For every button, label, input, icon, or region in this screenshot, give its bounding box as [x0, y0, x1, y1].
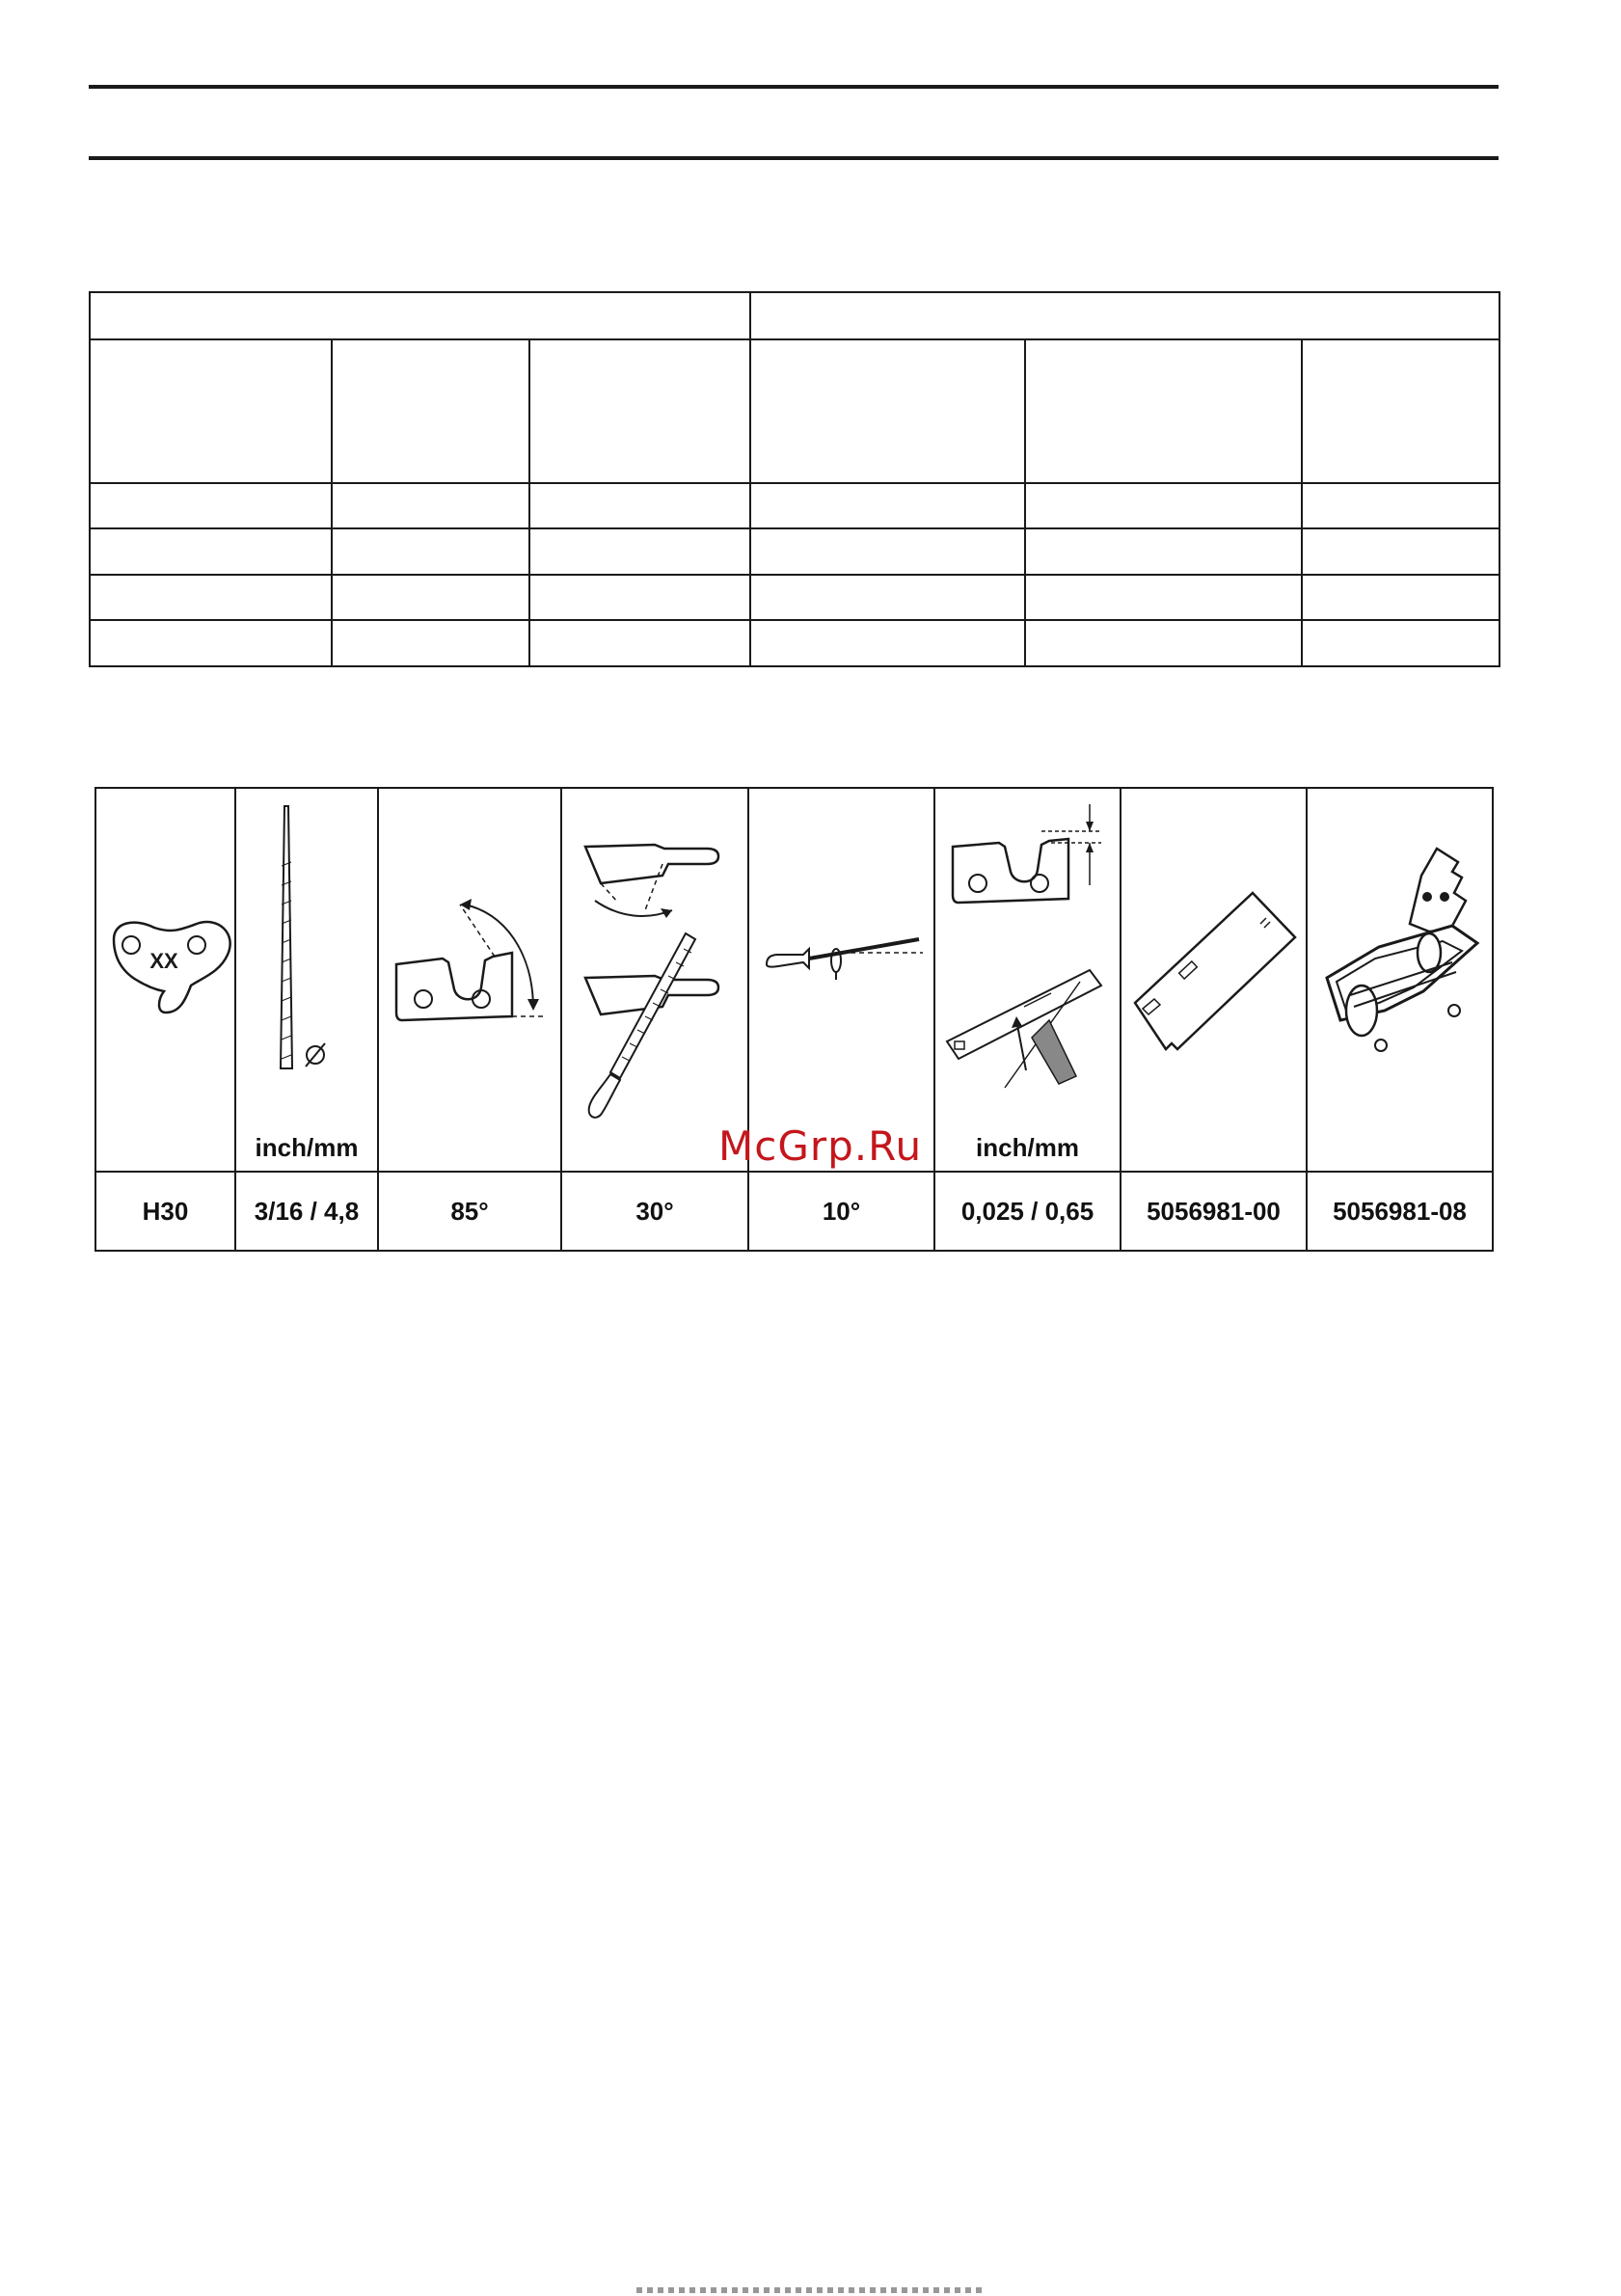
- depth-gauge-cell: [934, 788, 1121, 1172]
- depth-gauge-unit-label: inch/mm: [976, 1133, 1079, 1162]
- file-tilt-angle-value: 10°: [748, 1172, 934, 1251]
- drive-link-icon: [96, 789, 236, 1171]
- file-diameter-value: 3/16 / 4,8: [235, 1172, 378, 1251]
- table-row: [90, 483, 1499, 529]
- file-diameter-icon: [236, 789, 379, 1171]
- file-tilt-angle-icon: [749, 789, 935, 1171]
- depth-gauge-value: 0,025 / 0,65: [934, 1172, 1121, 1251]
- file-unit-label: inch/mm: [255, 1133, 359, 1162]
- table-row: [90, 528, 1499, 575]
- side-plate-angle-icon: [562, 789, 749, 1171]
- spec-group-header-left: [90, 292, 750, 339]
- side-plate-angle-value: 30°: [561, 1172, 748, 1251]
- chain-marking-cell: [95, 788, 235, 1172]
- spec-group-header-right: [750, 292, 1499, 339]
- chain-marking-text: XX: [149, 949, 178, 973]
- spec-column-header: [332, 339, 529, 483]
- top-plate-angle-value: 85°: [378, 1172, 561, 1251]
- table-row: [90, 575, 1499, 621]
- spec-column-header: [1025, 339, 1302, 483]
- file-diameter-cell: [235, 788, 378, 1172]
- depth-gauge-tool-icon: [1121, 789, 1308, 1171]
- file-tilt-angle-cell: [748, 788, 934, 1172]
- specification-table: [89, 291, 1500, 667]
- spec-column-header: [1302, 339, 1499, 483]
- depth-gauge-icon: [935, 789, 1121, 1171]
- file-guide-icon: [1308, 789, 1494, 1171]
- header-rule-bottom: [89, 156, 1499, 160]
- file-guide-cell: [1307, 788, 1493, 1172]
- spec-column-header: [90, 339, 332, 483]
- table-row: [90, 620, 1499, 666]
- sharpening-table: [95, 787, 1494, 1252]
- chain-type-value: H30: [95, 1172, 235, 1251]
- footer-scan-artifact: [636, 2287, 984, 2293]
- top-plate-angle-icon: [379, 789, 562, 1171]
- watermark-text: McGrp.Ru: [718, 1122, 923, 1170]
- spec-column-header: [750, 339, 1025, 483]
- top-plate-angle-cell: [378, 788, 561, 1172]
- header-rule-top: [89, 85, 1499, 89]
- side-plate-angle-cell: [561, 788, 748, 1172]
- depth-gauge-tool-part-number: 5056981-00: [1121, 1172, 1307, 1251]
- spec-column-header: [529, 339, 750, 483]
- depth-gauge-tool-cell: [1121, 788, 1307, 1172]
- file-guide-part-number: 5056981-08: [1307, 1172, 1493, 1251]
